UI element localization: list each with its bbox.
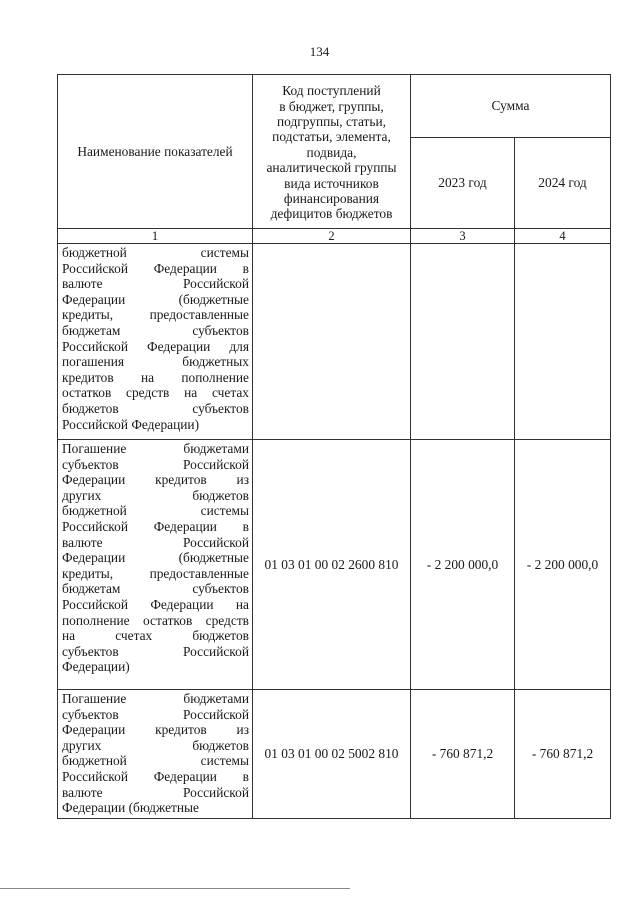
indicator-name-line: Федерации кредитов из xyxy=(62,472,249,488)
amount-2024 xyxy=(515,244,611,440)
indicator-name-line: Российской Федерации в xyxy=(62,518,249,534)
budget-code: 01 03 01 00 02 5002 810 xyxy=(253,690,411,819)
indicator-name-line: бюджетной системы xyxy=(62,245,249,260)
column-number: 3 xyxy=(411,229,515,244)
indicator-name-line: Погашение бюджетами xyxy=(62,441,249,456)
column-number: 4 xyxy=(515,229,611,244)
budget-code: 01 03 01 00 02 2600 810 xyxy=(253,440,411,690)
indicator-name xyxy=(58,690,253,819)
header-year-2024: 2024 год xyxy=(515,138,611,229)
indicator-name-line: на счетах бюджетов xyxy=(62,628,249,644)
indicator-name-line: бюджетам субъектов xyxy=(62,581,249,597)
indicator-name-line: пополнение остатков средств xyxy=(62,612,249,628)
amount-2024: - 2 200 000,0 xyxy=(515,440,611,690)
indicator-name-line: субъектов Российской xyxy=(62,643,249,659)
amount-2023 xyxy=(411,244,515,440)
indicator-name xyxy=(58,244,253,440)
header-code-line: Код поступлений xyxy=(282,83,381,99)
indicator-name-line: кредиты, предоставленные xyxy=(62,307,249,323)
header-sum: Сумма xyxy=(411,75,611,138)
indicator-name-line: погашения бюджетных xyxy=(62,354,249,370)
indicator-name-line: кредитов на пополнение xyxy=(62,369,249,385)
table-row xyxy=(58,690,611,819)
indicator-name-line: Российской Федерации в xyxy=(62,260,249,276)
header-code-line: подвида, xyxy=(306,144,357,160)
indicator-name-line: Российской Федерации на xyxy=(62,596,249,612)
indicator-name-line: бюджетной системы xyxy=(62,753,249,769)
indicator-name-line: Федерации кредитов из xyxy=(62,722,249,738)
header-code-line: подгруппы, статьи, xyxy=(276,113,387,129)
table-row xyxy=(58,440,611,690)
indicator-name-line: бюджетов субъектов xyxy=(62,400,249,416)
column-number: 1 xyxy=(58,229,253,244)
indicator-name-line: валюте Российской xyxy=(62,784,249,800)
amount-2023: - 760 871,2 xyxy=(411,690,515,819)
header-indicator-name: Наименование показателей xyxy=(58,75,253,229)
header-code xyxy=(253,75,411,229)
header-year-2023: 2023 год xyxy=(411,138,515,229)
indicator-name-line: кредиты, предоставленные xyxy=(62,565,249,581)
header-code-line: вида источников xyxy=(284,175,379,191)
indicator-name-line: Федерации (бюджетные xyxy=(62,550,249,566)
indicator-name-line: бюджетам субъектов xyxy=(62,322,249,338)
table-row xyxy=(58,244,611,440)
indicator-name-line: Российской Федерации) xyxy=(62,416,200,432)
indicator-name-line: валюте Российской xyxy=(62,534,249,550)
header-code-line: в бюджет, группы, xyxy=(279,98,384,114)
indicator-name-line: Федерации (бюджетные xyxy=(62,291,249,307)
indicator-name-line: Федерации (бюджетные xyxy=(62,800,199,816)
footer-divider xyxy=(0,888,350,889)
header-code-line: подстатьи, элемента, xyxy=(272,129,391,145)
indicator-name-line: субъектов Российской xyxy=(62,706,249,722)
amount-2024: - 760 871,2 xyxy=(515,690,611,819)
indicator-name-line: остатков средств на счетах xyxy=(62,385,249,401)
budget-table xyxy=(57,74,611,819)
indicator-name-line: других бюджетов xyxy=(62,487,249,503)
header-code-line: аналитической группы xyxy=(266,160,397,176)
column-number-row xyxy=(58,229,611,244)
indicator-name-line: валюте Российской xyxy=(62,276,249,292)
indicator-name-line: Федерации) xyxy=(62,659,130,675)
amount-2023: - 2 200 000,0 xyxy=(411,440,515,690)
indicator-name-line: Российской Федерации в xyxy=(62,768,249,784)
column-number: 2 xyxy=(253,229,411,244)
header-code-line: дефицитов бюджетов xyxy=(270,206,393,222)
budget-code xyxy=(253,244,411,440)
indicator-name-line: субъектов Российской xyxy=(62,456,249,472)
indicator-name-line: других бюджетов xyxy=(62,737,249,753)
indicator-name-line: Российской Федерации для xyxy=(62,338,249,354)
indicator-name-line: бюджетной системы xyxy=(62,503,249,519)
indicator-name xyxy=(58,440,253,690)
page-number: 134 xyxy=(309,44,330,59)
header-code-line: финансирования xyxy=(283,191,380,207)
indicator-name-line: Погашение бюджетами xyxy=(62,691,249,706)
